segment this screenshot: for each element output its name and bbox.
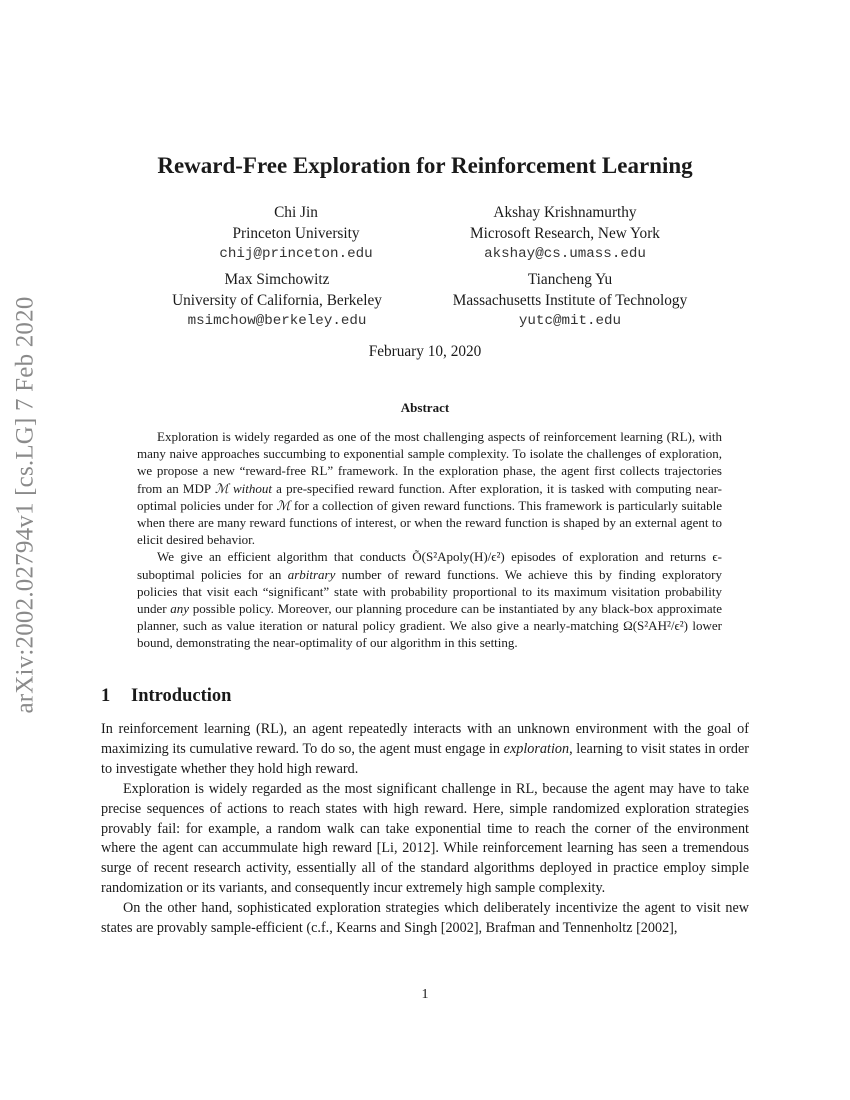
text-run: In reinforcement learning (RL), an agent repeatedly interacts with an unknown environment with the goal of maximizing its cumulative reward. To do so, the agent must engage in	[101, 721, 749, 757]
section-number: 1	[101, 686, 111, 706]
text-run: number of reward functions. We achieve this by finding exploratory policies that visit each “significant” state with probability proportional to its maximum visitation probability under	[137, 566, 722, 617]
body-paragraph: Exploration is widely regarded as the most significant challenge in RL, because the agent may have to take precise sequences of actions to reach states with high reward. Here, simple randomized exploration strategies provably fail: for example, a random walk can take exponential time to reach the corner of the environment where the agent can accummulate high reward [Li, 2012]. While reinforcement learning has seen a tremendous surge of recent research activity, essentially all of the standard algorithms deployed in practice employ simple randomization or its variants, and consequently incur extremely high sample complexity.	[101, 780, 749, 897]
author-affiliation: Princeton University	[232, 224, 360, 242]
section-title: Introduction	[131, 686, 232, 706]
abstract-paragraph	[137, 428, 722, 548]
author-email: akshay@cs.umass.edu	[484, 246, 646, 262]
section-heading	[101, 686, 231, 707]
abstract-paragraph	[137, 548, 722, 651]
abstract-body	[137, 428, 722, 652]
text-run: We give an efficient algorithm that conducts	[157, 549, 413, 565]
author-affiliation: Microsoft Research, New York	[470, 224, 660, 242]
author-name: Tiancheng Yu	[527, 271, 613, 288]
author-email: chij@princeton.edu	[219, 246, 373, 262]
author-email: msimchow@berkeley.edu	[187, 313, 367, 329]
math-expression: Õ(S²Apoly(H)/ϵ²)	[412, 549, 505, 565]
abstract-heading: Abstract	[400, 400, 450, 415]
paper-title: Reward-Free Exploration for Reinforcement Learning	[157, 153, 693, 178]
math-expression: Ω(S²AH²/ϵ²)	[623, 618, 688, 634]
author-email: yutc@mit.edu	[518, 313, 622, 329]
arxiv-identifier-text: arXiv:2002.02794v1 [cs.LG] 7 Feb 2020	[12, 296, 40, 714]
text-run: Exploration is widely regarded as one of the most challenging aspects of reinforcement learning (RL), with many naive approaches succumbing to exponential sample complexity. To isolate the challenges of exploration, we propose a new “reward-free RL” framework. In the exploration phase, the agent first collects trajectories from an MDP	[137, 429, 722, 496]
author-block	[180, 203, 412, 265]
section-body	[101, 720, 749, 939]
text-run: for a collection of given reward functions. This framework is particularly suitable when there are many reward functions of interest, or when the reward function is shaped by an external agent to elicit desired behavior.	[137, 497, 722, 548]
math-symbol: ℳ	[276, 497, 291, 513]
author-name: Chi Jin	[274, 204, 318, 221]
math-symbol: ℳ	[214, 480, 229, 496]
text-run: , learning to visit states in order to investigate whether they hold high reward.	[101, 740, 749, 777]
author-affiliation: University of California, Berkeley	[172, 291, 382, 309]
emphasis-text: any	[170, 601, 190, 617]
emphasis-text: exploration	[503, 740, 570, 757]
text-run: a pre-specified reward function. After exploration, it is tasked with computing near-optimal policies under for	[137, 480, 722, 513]
page-number: 1	[421, 987, 429, 1002]
body-paragraph	[101, 720, 749, 780]
author-name: Max Simchowitz	[224, 271, 330, 288]
text-run: possible policy. Moreover, our planning procedure can be instantiated by any black-box approximate planner, such as value iteration or natural policy gradient. We also give a nearly-matching	[137, 601, 722, 634]
paper-date: February 10, 2020	[368, 343, 482, 360]
author-block	[420, 270, 720, 332]
text-run: episodes of exploration and returns ϵ-suboptimal policies for an	[137, 549, 722, 582]
emphasis-text: without	[232, 480, 272, 496]
author-block	[420, 203, 710, 265]
author-affiliation: Massachusetts Institute of Technology	[452, 291, 688, 309]
author-block	[150, 270, 404, 332]
body-paragraph: On the other hand, sophisticated exploration strategies which deliberately incentivize the agent to visit new states are provably sample-efficient (c.f., Kearns and Singh [2002], Brafman and Tennenholtz [2002],	[101, 900, 749, 937]
emphasis-text: arbitrary	[287, 566, 336, 582]
author-name: Akshay Krishnamurthy	[493, 204, 637, 221]
text-run: lower bound, demonstrating the near-optimality of our algorithm in this setting.	[137, 618, 722, 651]
